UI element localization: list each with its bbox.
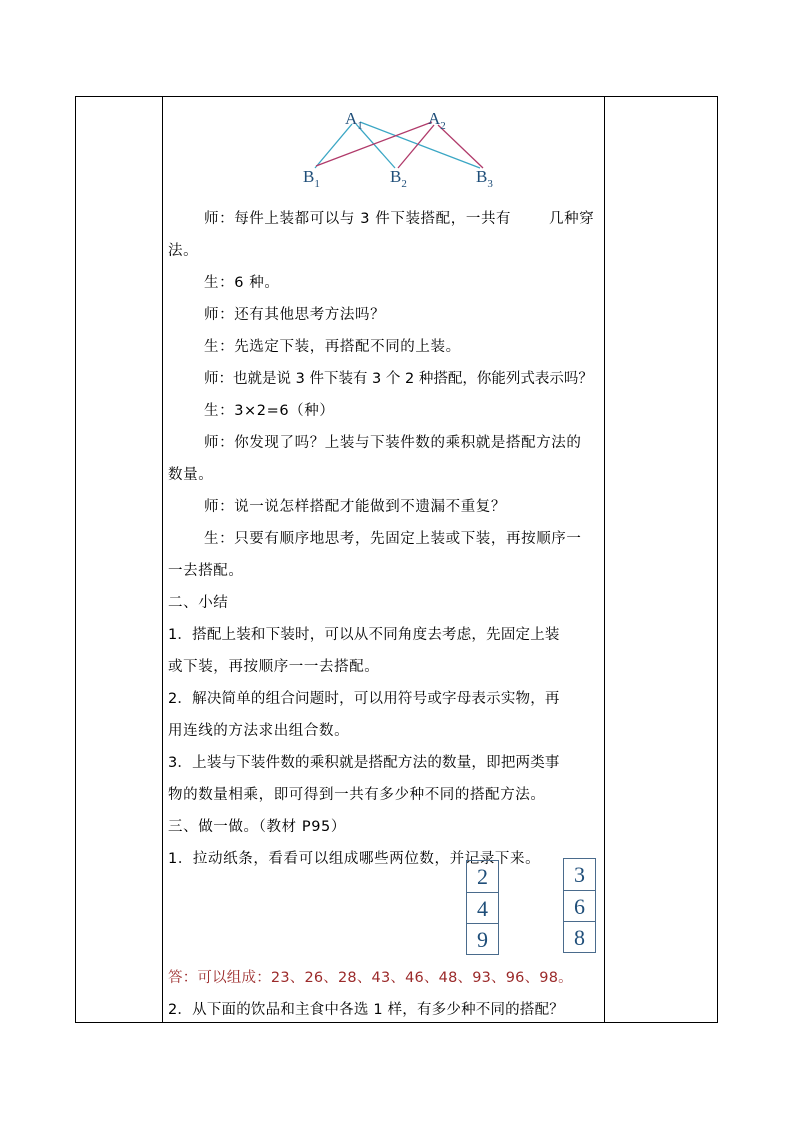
strip-left-divider-2 bbox=[467, 923, 498, 924]
paper-strip-left bbox=[466, 860, 499, 955]
strip-left-divider-1 bbox=[467, 892, 498, 893]
node-a2: $A_2$ bbox=[428, 109, 446, 132]
node-a1: $A_1$ bbox=[345, 109, 363, 132]
summary-point-3-cont: 物的数量相乘，即可得到一共有多少种不同的搭配方法。 bbox=[168, 787, 546, 803]
summary-point-1: 1．搭配上装和下装时，可以从不同角度去考虑，先固定上装 bbox=[168, 627, 560, 643]
strip-right-digit-2: 6 bbox=[574, 894, 585, 919]
dialogue-teacher-4-cont: 数量。 bbox=[168, 467, 214, 483]
dialogue-teacher-1a: 师：每件上装都可以与 3 件下装搭配，一共有 bbox=[204, 211, 512, 227]
strip-right-digit-1: 3 bbox=[574, 862, 585, 887]
dialogue-teacher-3: 师：也就是说 3 件下装有 3 个 2 种搭配，你能列式表示吗？ bbox=[204, 371, 593, 387]
strip-left-digit-3: 9 bbox=[477, 927, 488, 952]
answer-line: 答：可以组成：23、26、28、43、46、48、93、96、98。 bbox=[168, 970, 573, 986]
summary-point-1-cont: 或下装，再按顺序一一去搭配。 bbox=[168, 659, 380, 675]
node-b1: $B_1$ bbox=[303, 167, 320, 190]
section-heading-practice: 三、做一做。（教材 P95） bbox=[168, 819, 346, 835]
summary-point-2-cont: 用连线的方法求出组合数。 bbox=[168, 723, 350, 739]
column-divider-right bbox=[604, 97, 605, 1022]
line-a2-b1 bbox=[316, 122, 432, 166]
line-a1-b1 bbox=[315, 124, 352, 168]
matching-diagram bbox=[162, 96, 604, 196]
strip-left-digit-1: 2 bbox=[477, 864, 488, 889]
line-a2-b2 bbox=[398, 125, 434, 168]
practice-question-2: 2．从下面的饮品和主食中各选 1 样，有多少种不同的搭配？ bbox=[168, 1002, 564, 1018]
strip-right-divider-1 bbox=[564, 890, 595, 891]
lesson-content-cell bbox=[162, 96, 604, 1023]
dialogue-teacher-1-cont: 法。 bbox=[168, 243, 199, 259]
strip-left-digit-2: 4 bbox=[477, 896, 488, 921]
node-b3: $B_3$ bbox=[476, 167, 493, 190]
strip-right-digit-3: 8 bbox=[574, 925, 585, 950]
dialogue-student-5-cont: 一去搭配。 bbox=[168, 563, 244, 579]
summary-point-2: 2．解决简单的组合问题时，可以用符号或字母表示实物，再 bbox=[168, 691, 560, 707]
dialogue-student-2: 生：先选定下装，再搭配不同的上装。 bbox=[204, 339, 461, 355]
dialogue-teacher-5: 师：说一说怎样搭配才能做到不遗漏不重复？ bbox=[204, 499, 506, 515]
dialogue-teacher-4: 师：你发现了吗？上装与下装件数的乘积就是搭配方法的 bbox=[204, 435, 582, 451]
practice-question-1: 1．拉动纸条，看看可以组成哪些两位数，并记录下来。 bbox=[168, 851, 541, 867]
dialogue-student-1: 生：6 种。 bbox=[204, 275, 280, 291]
dialogue-teacher-2: 师：还有其他思考方法吗？ bbox=[204, 307, 386, 323]
line-a1-b3 bbox=[360, 122, 480, 168]
summary-point-3: 3．上装与下装件数的乘积就是搭配方法的数量，即把两类事 bbox=[168, 755, 560, 771]
dialogue-teacher-1b: 几种穿 bbox=[549, 211, 595, 227]
dialogue-student-5: 生：只要有顺序地思考，先固定上装或下装，再按顺序一 bbox=[204, 531, 582, 547]
dialogue-student-3: 生：3×2=6（种） bbox=[204, 403, 335, 419]
paper-strip-right bbox=[563, 858, 596, 953]
strip-right-divider-2 bbox=[564, 921, 595, 922]
section-heading-summary: 二、小结 bbox=[168, 595, 229, 611]
node-b2: $B_2$ bbox=[390, 167, 407, 190]
